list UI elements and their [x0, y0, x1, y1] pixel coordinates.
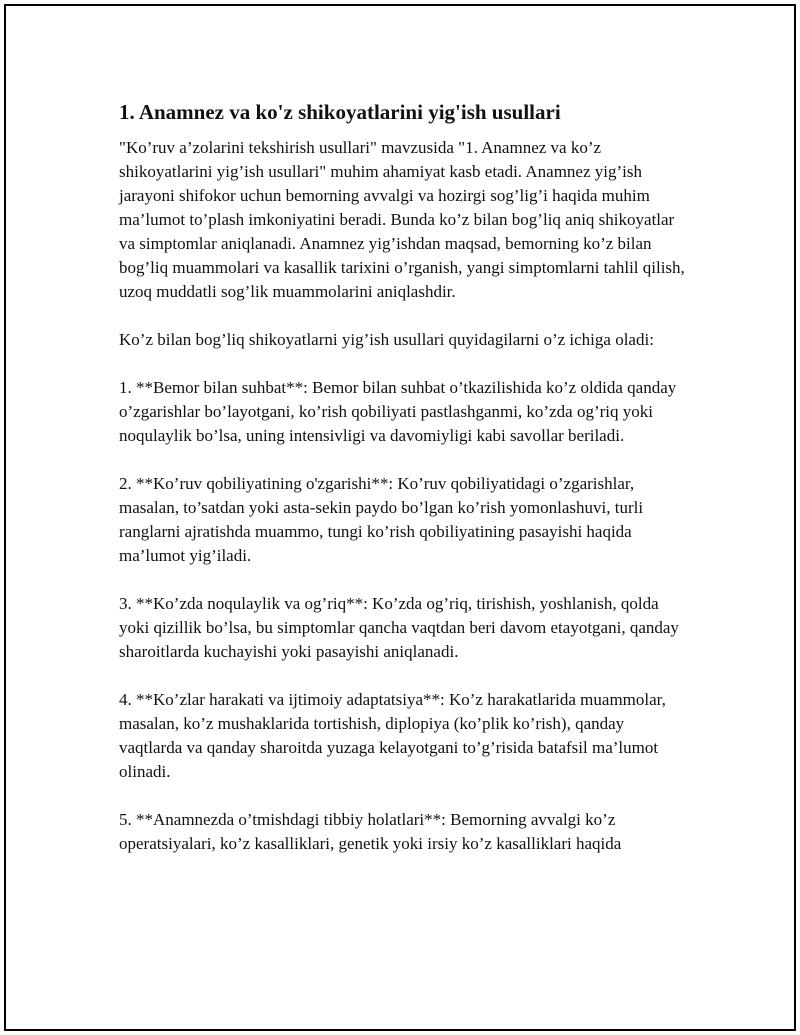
method-item-3: 3. **Ko’zda noqulaylik va og’riq**: Ko’zda og’riq, tirishish, yoshlanish, qolda yoki qizillik bo’lsa, bu simptomlar qancha vaqtdan beri davom etayotgani, qanday sharoitlarda kuchayishi yoki pasayishi aniqlanadi.	[119, 594, 679, 661]
method-item-1: 1. **Bemor bilan suhbat**: Bemor bilan suhbat o’tkazilishida ko’z oldida qanday o’zgarishlar bo’layotgani, ko’rish qobiliyati pastlashganmi, ko’zda og’riq yoki noqulaylik bo’lsa, uning intensivligi va davomiyligi kabi savollar beriladi.	[119, 378, 677, 445]
document-body	[119, 98, 689, 880]
methods-lead-paragraph: Ko’z bilan bog’liq shikoyatlarni yig’ish usullari quyidagilarni o’z ichiga oladi:	[119, 330, 654, 349]
method-item-4: 4. **Ko’zlar harakati va ijtimoiy adaptatsiya**: Ko’z harakatlarida muammolar, masalan, ko’z mushaklarida tortishish, diplopiya (ko’plik ko’rish), qanday vaqtlarda va qanday sharoitda yuzaga kelayotgani to’g’risida batafsil ma’lumot olinadi.	[119, 690, 666, 781]
method-item-2: 2. **Ko’ruv qobiliyatining o'zgarishi**: Ko’ruv qobiliyatidagi o’zgarishlar, masalan, to’satdan yoki asta-sekin paydo bo’lgan ko’rish yomonlashuvi, turli ranglarni ajratishda muammo, tungi ko’rish qobiliyatining pasayishi haqida ma’lumot yig’iladi.	[119, 474, 644, 565]
intro-paragraph: "Ko’ruv a’zolarini tekshirish usullari" mavzusida "1. Anamnez va ko’z shikoyatlarini yig’ish usullari" muhim ahamiyat kasb etadi. Anamnez yig’ish jarayoni shifokor uchun bemorning avvalgi va hozirgi sog’lig’i haqida muhim ma’lumot to’plash imkoniyatini beradi. Bunda ko’z bilan bog’liq aniq shikoyatlar va simptomlar aniqlanadi. Anamnez yig’ishdan maqsad, bemorning ko’z bilan bog’liq muammolari va kasallik tarixini o’rganish, yangi simptomlarni tahlil qilish, uzoq muddatli sog’lik muammolarini aniqlashdir.	[119, 138, 685, 301]
page-title: 1. Anamnez va ko'z shikoyatlarini yig'ish usullari	[119, 100, 561, 124]
document-page	[4, 4, 796, 1031]
method-item-5: 5. **Anamnezda o’tmishdagi tibbiy holatlari**: Bemorning avvalgi ko’z operatsiyalari, ko’z kasalliklari, genetik yoki irsiy ko’z kasalliklari haqida	[119, 810, 622, 853]
